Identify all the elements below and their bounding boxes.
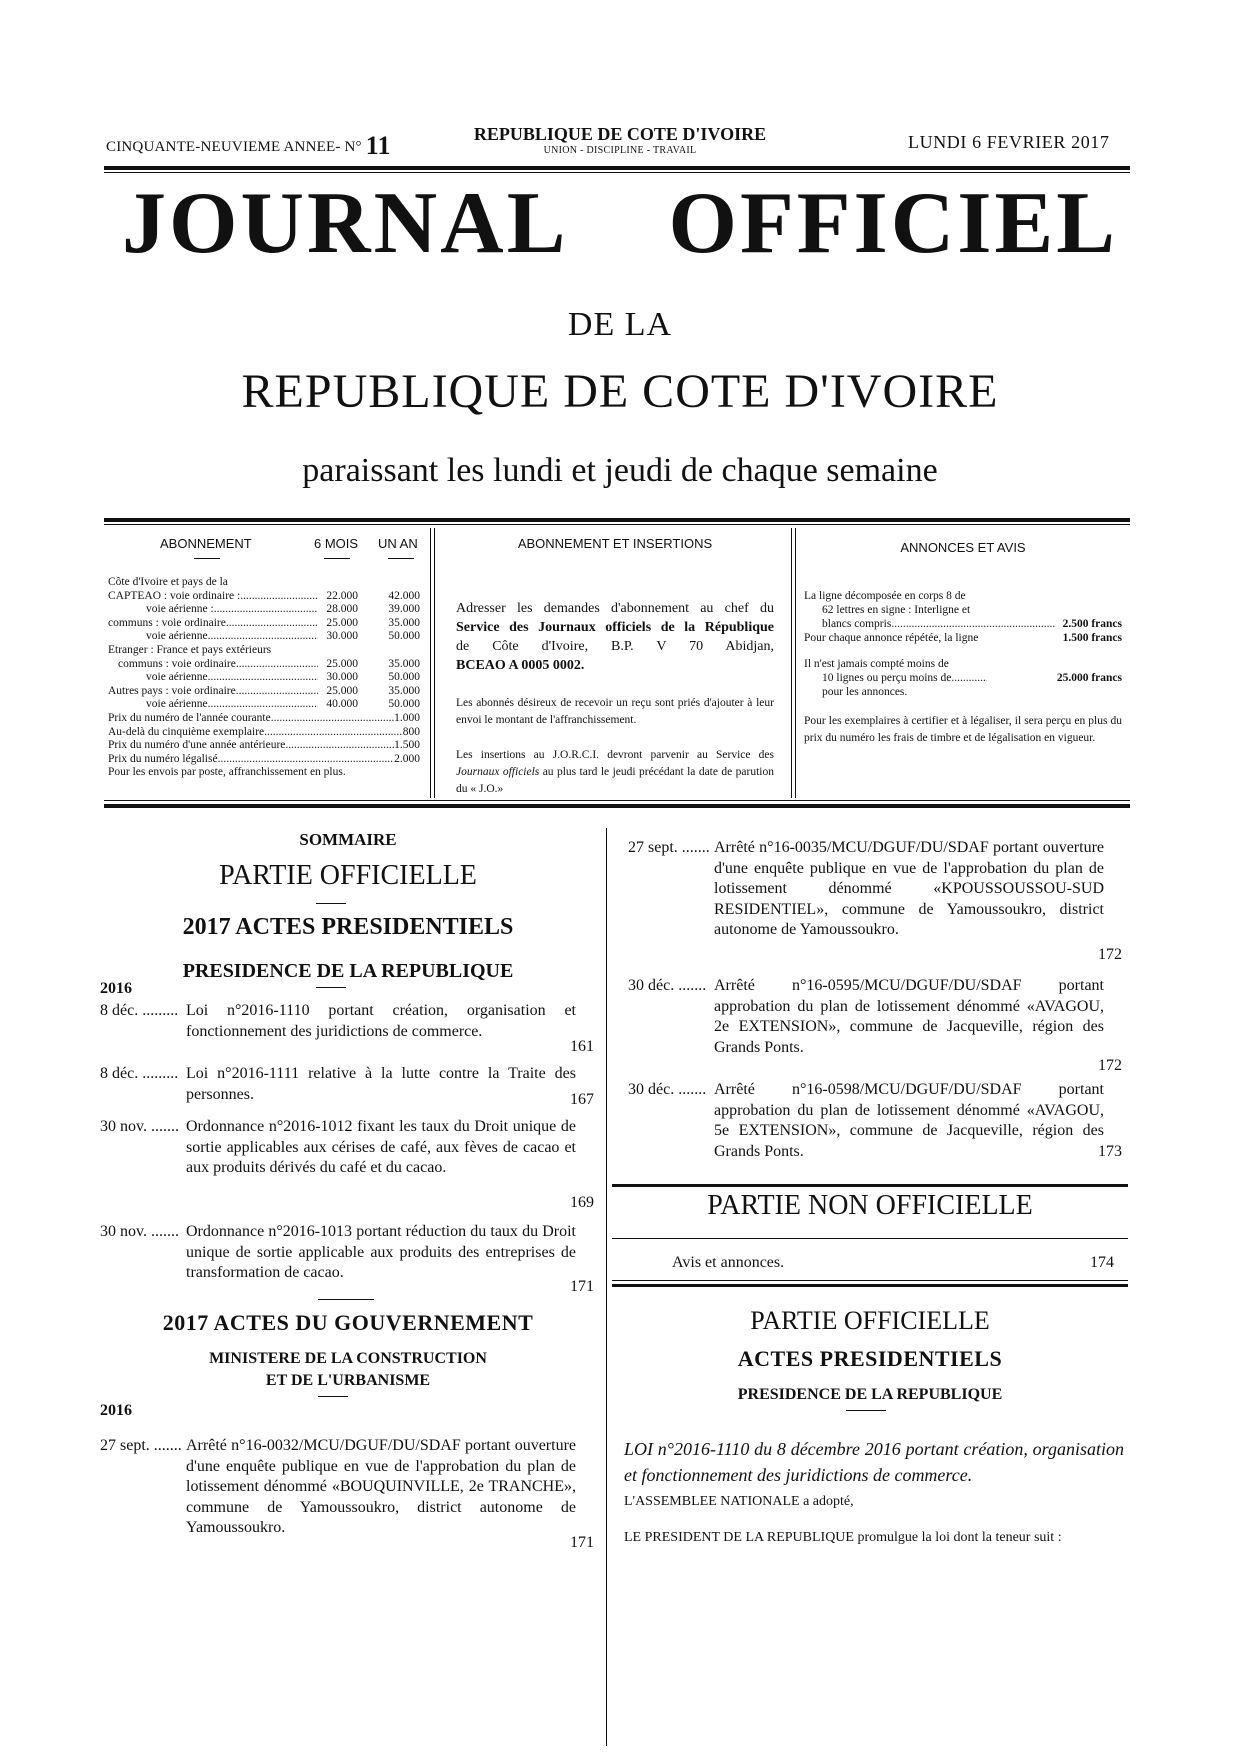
non-officielle-rule-bottom-thick (612, 1284, 1128, 1287)
row-label: communs : voie ordinaire (108, 616, 226, 629)
underline-mark (324, 558, 350, 559)
section-divider (318, 1299, 374, 1300)
price-row (108, 617, 426, 631)
partie-non-officielle-heading: PARTIE NON OFFICIELLE (707, 1190, 1033, 1221)
price-row (108, 698, 426, 712)
row-value: 1.500 (394, 739, 420, 752)
entry-page: 161 (570, 1038, 594, 1055)
entry-page: 169 (570, 1194, 594, 1211)
row-label: voie aérienne (146, 698, 208, 711)
dot-leader (218, 753, 395, 767)
publication-frequency: paraissant les lundi et jeudi de chaque semaine (302, 452, 938, 489)
entry-date: 8 déc. ......... (100, 1002, 179, 1019)
heading-underline (318, 1396, 348, 1397)
underline-mark (388, 558, 414, 559)
ministere-line-2: ET DE L'URBANISME (265, 1372, 431, 1389)
row-an: 42.000 (388, 589, 420, 602)
underline-mark (194, 558, 220, 559)
body-partie-officielle: PARTIE OFFICIELLE (750, 1306, 990, 1335)
annonces-line-4: Pour chaque annonce répétée, la ligne (804, 632, 979, 644)
non-officielle-rule-bottom (612, 1280, 1128, 1281)
entry-description: Loi n°2016-1110 portant création, organisation et fonctionnement des juridictions de commerce. (186, 1002, 576, 1040)
annonces-legalisation: Pour les exemplaires à certifier et à légaliser, il sera perçu en plus du prix du numéro les frais de timbre et de légalisation en vigueur. (804, 715, 1122, 744)
row-6mois: 25.000 (326, 684, 358, 697)
president-promulgue: LE PRESIDENT DE LA REPUBLIQUE promulgue la loi dont la teneur suit : (624, 1530, 1062, 1545)
box-divider-2b (795, 528, 796, 798)
deadline-text-b: au plus tard le jeudi précédant la date de parution du « J.O.» (456, 766, 774, 795)
entry-date: 30 déc. ....... (628, 977, 707, 994)
annonces-line-1: La ligne décomposée en corps 8 de (804, 590, 966, 602)
sommaire-title: SOMMAIRE (299, 830, 397, 849)
ministere-line-1: MINISTERE DE LA CONSTRUCTION (209, 1350, 487, 1367)
price-value: 2.500 francs (1062, 618, 1122, 630)
entry-description: Arrêté n°16-0035/MCU/DGUF/DU/SDAF portant ouverture d'une enquête publique en vue de l'approbation du plan de lotissement dénommé «KPOUSSOUSSOU-SUD RESIDENTIEL», commune de Yamoussoukro, district autonome de Yamoussoukro. (714, 839, 1104, 938)
row-label: Prix du numéro légalisé (108, 752, 218, 765)
issue-label (106, 128, 391, 158)
annonces-row-4 (804, 631, 1122, 645)
masthead-republic: REPUBLIQUE DE COTE D'IVOIRE (241, 365, 999, 418)
row-label: Prix du numéro de l'année courante (108, 711, 271, 724)
row-label: Au-delà du cinquième exemplaire (108, 725, 265, 738)
row-6mois: 25.000 (326, 616, 358, 629)
col-un-an: UN AN (378, 536, 418, 551)
row-6mois: 30.000 (326, 671, 358, 684)
box-divider-1b (434, 528, 435, 798)
dot-leader (208, 698, 318, 712)
dot-leader (236, 685, 318, 699)
header-republic (440, 124, 800, 156)
column-separator (606, 828, 607, 1746)
entry-page: 171 (570, 1278, 594, 1295)
actes-gouvernement-heading: 2017 ACTES DU GOUVERNEMENT (162, 1310, 534, 1335)
entry-description: Ordonnance n°2016-1013 portant réduction du taux du Droit unique de sortie applicable aux produits des entreprises de transformation de cacao. (186, 1223, 576, 1281)
row-label: Prix du numéro d'une année antérieure (108, 739, 286, 752)
entry-description: Arrêté n°16-0595/MCU/DGUF/DU/SDAF portant approbation du plan de lotissement dénommé «AVAGOU, 2e EXTENSION», commune de Jacqueville, région des Grands Ponts. (714, 977, 1104, 1056)
entry-page: 167 (570, 1091, 594, 1108)
row-6mois: 28.000 (326, 603, 358, 616)
price-row (108, 726, 426, 740)
non-officielle-rule-top (612, 1184, 1128, 1187)
dot-leader (236, 658, 318, 672)
entry-page: 172 (1098, 1057, 1122, 1074)
row-6mois: 25.000 (326, 657, 358, 670)
row-an: 39.000 (388, 603, 420, 616)
insertions-deadline (456, 747, 774, 798)
entry-description: Loi n°2016-1111 relative à la lutte contre la Traite des personnes. (186, 1065, 576, 1103)
annonces-column (804, 540, 1122, 747)
box-rule-bottom (104, 804, 1130, 808)
row-an: 50.000 (388, 671, 420, 684)
entry-date: 27 sept. ....... (100, 1437, 182, 1454)
annonces-line-2: 62 lettres en signe : Interligne et (822, 604, 971, 616)
abonnement-title: ABONNEMENT (160, 536, 252, 551)
row-an: 50.000 (388, 630, 420, 643)
price-row (108, 739, 426, 753)
price-row (108, 658, 426, 672)
box-divider-2 (791, 528, 792, 798)
republic-name: REPUBLIQUE DE COTE D'IVOIRE (473, 124, 767, 144)
entry-page: 172 (1098, 946, 1122, 963)
annonces-line-5: Il n'est jamais compté moins de (804, 658, 949, 670)
annonces-line-7: pour les annonces. (822, 686, 908, 698)
abonnement-intro-1: Côte d'Ivoire et pays de la (108, 576, 228, 588)
heading-underline (316, 903, 346, 904)
price-value: 1.500 francs (1062, 632, 1122, 644)
dot-leader (240, 590, 318, 604)
header-rule-thin (104, 172, 1130, 173)
entry-date: 27 sept. ....... (628, 839, 710, 856)
price-row (108, 630, 426, 644)
row-value: 2.000 (394, 752, 420, 765)
row-an: 35.000 (388, 684, 420, 697)
row-value: 800 (402, 725, 420, 738)
dot-leader (214, 603, 318, 617)
row-6mois: 22.000 (326, 589, 358, 602)
annonces-line-6: 10 lignes ou perçu moins de (822, 672, 952, 684)
dot-leader (271, 712, 394, 726)
entry-description: Ordonnance n°2016-1012 fixant les taux du Droit unique de sortie applicables aux cérises de café, aux fèves de cacao et aux produits dérivés du café et du cacao. (186, 1118, 576, 1176)
price-row (108, 590, 426, 604)
entry-date: 8 déc. ......... (100, 1065, 179, 1082)
dot-leader (208, 671, 318, 685)
avis-page: 174 (1090, 1254, 1114, 1271)
row-label: voie aérienne (146, 630, 208, 643)
insertions-address-2: Service des Journaux officiels de la République (456, 620, 774, 635)
insertions-address-3: de Côte d'Ivoire, B.P. V 70 Abidjan, (456, 639, 774, 654)
masthead-de-la: DE LA (567, 306, 673, 343)
entry-date: 30 déc. ....... (628, 1081, 707, 1098)
deadline-text-a: Les insertions au J.O.R.C.I. devront parvenir au Service des (456, 749, 774, 761)
assemblee-adopte: L'ASSEMBLEE NATIONALE a adopté, (624, 1494, 854, 1509)
box-divider-1 (430, 528, 431, 798)
issue-date: LUNDI 6 FEVRIER 2017 (908, 132, 1110, 152)
year-2016: 2016 (100, 980, 132, 997)
box-rule-top-thin (104, 524, 1130, 525)
heading-underline (846, 1410, 886, 1411)
row-6mois: 40.000 (326, 698, 358, 711)
box-rule-top (104, 518, 1130, 522)
entry-date: 30 nov. ....... (100, 1223, 179, 1240)
journal-title: JOURNAL OFFICIEL (122, 175, 1118, 272)
avis-annonces: Avis et annonces. (672, 1254, 785, 1271)
price-row (108, 671, 426, 685)
price-row (108, 712, 426, 726)
insertions-receipt: Les abonnés désireux de recevoir un reçu sont priés d'ajouter à leur envoi le montant de l'affranchissement. (456, 697, 774, 726)
insertions-address-4: BCEAO A 0005 0002. (456, 658, 585, 673)
abonnement-footer: Pour les envois par poste, affranchissement en plus. (108, 766, 346, 779)
annonces-row-3 (804, 617, 1122, 631)
price-row (108, 603, 426, 617)
presidence-heading: PRESIDENCE DE LA REPUBLIQUE (182, 960, 514, 982)
price-value: 25.000 francs (1056, 672, 1122, 684)
dot-leader (208, 630, 318, 644)
dot-leader (264, 726, 403, 740)
row-value: 1.000 (394, 711, 420, 724)
abonnement-intro-2: Etranger : France et pays extérieurs (108, 643, 272, 656)
insertions-title: ABONNEMENT ET INSERTIONS (517, 536, 713, 551)
annonces-row-6 (804, 671, 1122, 685)
entry-date: 30 nov. ....... (100, 1118, 179, 1135)
partie-officielle-heading: PARTIE OFFICIELLE (219, 860, 477, 891)
row-an: 35.000 (388, 657, 420, 670)
year-label: CINQUANTE-NEUVIEME ANNEE- N° (106, 139, 362, 155)
dot-leader (226, 617, 318, 631)
price-row (108, 753, 426, 767)
body-presidence: PRESIDENCE DE LA REPUBLIQUE (737, 1386, 1003, 1403)
actes-presidentiels-heading: 2017 ACTES PRESIDENTIELS (182, 914, 514, 940)
loi-title: LOI n°2016-1110 du 8 décembre 2016 portant création, organisation et fonctionnement des juridictions de commerce. (624, 1439, 1124, 1485)
dot-leader (891, 617, 1054, 631)
national-motto: UNION - DISCIPLINE - TRAVAIL (543, 145, 697, 156)
body-actes-presidentiels: ACTES PRESIDENTIELS (737, 1346, 1003, 1371)
row-label: voie aérienne (146, 671, 208, 684)
dot-leader (951, 671, 987, 685)
col-6mois: 6 MOIS (314, 536, 359, 551)
row-an: 35.000 (388, 616, 420, 629)
annonces-line-3: blancs compris (822, 618, 892, 630)
heading-underline (316, 987, 346, 988)
entry-description: Arrêté n°16-0032/MCU/DGUF/DU/SDAF portant ouverture d'une enquête publique en vue de l'approbation du plan de lotissement dénommé «BOUQUINVILLE, 2e TRANCHE», commune de Yamoussoukro, district autonome de Yamoussoukro. (186, 1437, 576, 1536)
header-rule-thick (104, 166, 1130, 170)
deadline-text-em: Journaux officiels (456, 766, 540, 778)
row-label: communs : voie ordinaire (118, 657, 236, 670)
entry-description: Arrêté n°16-0598/MCU/DGUF/DU/SDAF portant approbation du plan de lotissement dénommé «AVAGOU, 5e EXTENSION», commune de Jacqueville, région des Grands Ponts. (714, 1081, 1104, 1160)
dot-leader (285, 739, 394, 753)
insertions-address-1: Adresser les demandes d'abonnement au chef du (456, 601, 774, 616)
price-row (108, 685, 426, 699)
row-label: voie aérienne : (146, 603, 214, 616)
issue-number: 11 (365, 131, 391, 160)
row-label: Autres pays : voie ordinaire (108, 684, 236, 697)
box-rule-bottom-thin (104, 800, 1130, 801)
row-label: CAPTEAO : voie ordinaire : (108, 589, 241, 602)
non-officielle-rule-mid (612, 1238, 1128, 1239)
year-2016-b: 2016 (100, 1402, 132, 1419)
row-an: 50.000 (388, 698, 420, 711)
annonces-title: ANNONCES ET AVIS (900, 540, 1026, 555)
insertions-column (456, 536, 774, 798)
entry-page: 171 (570, 1534, 594, 1551)
entry-page: 173 (1098, 1143, 1122, 1160)
abonnement-column (108, 536, 426, 780)
row-6mois: 30.000 (326, 630, 358, 643)
